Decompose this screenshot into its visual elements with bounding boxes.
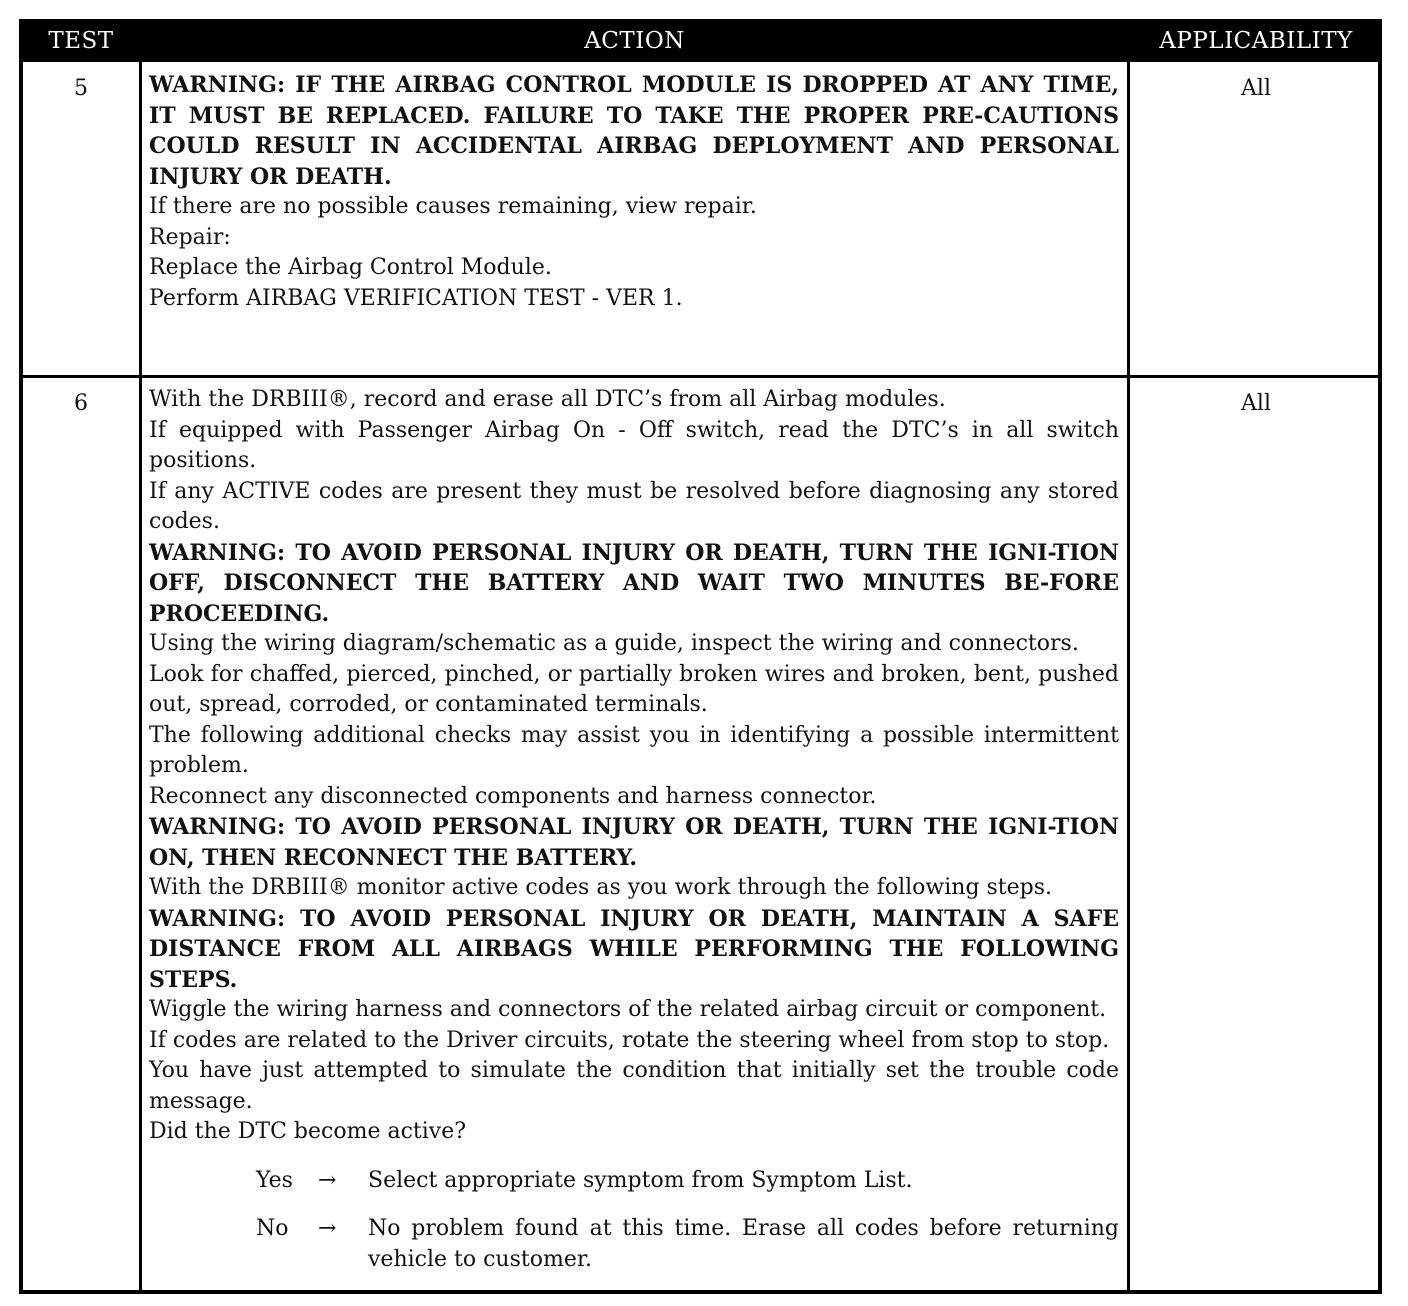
- warning-text: WARNING: TO AVOID PERSONAL INJURY OR DEATH, MAINTAIN A SAFE DISTANCE FROM ALL AIRBAGS WHILE PERFORMING THE FOLLOWING STEPS.: [149, 905, 1119, 993]
- arrow-icon: →: [318, 1216, 337, 1241]
- instruction-text: Wiggle the wiring harness and connectors of the related airbag circuit or component.: [149, 997, 1107, 1022]
- answer-action: Select appropriate symptom from Symptom List.: [368, 1167, 913, 1193]
- instruction-text: Reconnect any disconnected components and harness connector.: [149, 783, 877, 809]
- row-divider: [23, 375, 1378, 378]
- warning-text: WARNING: TO AVOID PERSONAL INJURY OR DEATH, TURN THE IGNI-TION OFF, DISCONNECT THE BATTERY AND WAIT TWO MINUTES BE-FORE PROCEEDING.: [149, 539, 1119, 627]
- procedure-table: [19, 19, 1382, 1294]
- answer-label: No: [256, 1216, 289, 1241]
- column-divider: [1127, 62, 1130, 1294]
- choice-no: [149, 1214, 1119, 1275]
- header-applicability: APPLICABILITY: [1159, 28, 1353, 54]
- warning-text: WARNING: IF THE AIRBAG CONTROL MODULE IS DROPPED AT ANY TIME, IT MUST BE REPLACED. FAILURE TO TAKE THE PROPER PRE-CAUTIONS COULD RESULT IN ACCIDENTAL AIRBAG DEPLOYMENT AND PERSONAL INJURY OR DEATH.: [149, 72, 1119, 190]
- instruction-text: With the DRBIII®, record and erase all DTC’s from all Airbag modules.: [149, 387, 946, 412]
- test-number-6: 6: [74, 391, 88, 416]
- instruction-text: If codes are related to the Driver circuits, rotate the steering wheel from stop to stop.: [149, 1027, 1110, 1053]
- instruction-text: If any ACTIVE codes are present they must be resolved before diagnosing any stored codes.: [149, 478, 1119, 534]
- action-cell-6: [149, 385, 1119, 1275]
- instruction-text: With the DRBIII® monitor active codes as you work through the following steps.: [149, 875, 1053, 900]
- column-divider: [139, 62, 142, 1294]
- action-cell-5: [149, 70, 1119, 314]
- instruction-text: Using the wiring diagram/schematic as a guide, inspect the wiring and connectors.: [149, 631, 1079, 656]
- arrow-icon: →: [318, 1167, 337, 1193]
- repair-label: Repair:: [149, 224, 231, 250]
- instruction-text: Did the DTC become active?: [149, 1119, 467, 1144]
- instruction-text: If equipped with Passenger Airbag On - Off switch, read the DTC’s in all switch positions.: [149, 417, 1119, 473]
- warning-text: WARNING: TO AVOID PERSONAL INJURY OR DEATH, TURN THE IGNI-TION ON, THEN RECONNECT THE BATTERY.: [149, 814, 1119, 871]
- answer-action: No problem found at this time. Erase all codes before returning vehicle to customer.: [368, 1216, 1119, 1272]
- header-test: TEST: [48, 28, 114, 54]
- instruction-list: [149, 385, 1119, 1148]
- applicability-5: All: [1241, 76, 1271, 101]
- instruction-text: The following additional checks may assist you in identifying a possible intermittent problem.: [149, 722, 1119, 778]
- applicability-6: All: [1241, 391, 1271, 416]
- instruction-text: You have just attempted to simulate the condition that initially set the trouble code message.: [149, 1058, 1119, 1114]
- choice-yes: [149, 1166, 1119, 1197]
- instruction-text: If there are no possible causes remaining, view repair.: [149, 194, 757, 219]
- instruction-text: Look for chaffed, pierced, pinched, or partially broken wires and broken, bent, pushed out, spread, corroded, or contaminated terminals.: [149, 661, 1119, 717]
- header-action: ACTION: [584, 28, 685, 54]
- repair-step: Perform AIRBAG VERIFICATION TEST - VER 1.: [149, 285, 683, 311]
- answer-label: Yes: [256, 1167, 293, 1193]
- test-number-5: 5: [74, 76, 88, 101]
- repair-step: Replace the Airbag Control Module.: [149, 255, 552, 280]
- table-header: [23, 23, 1378, 62]
